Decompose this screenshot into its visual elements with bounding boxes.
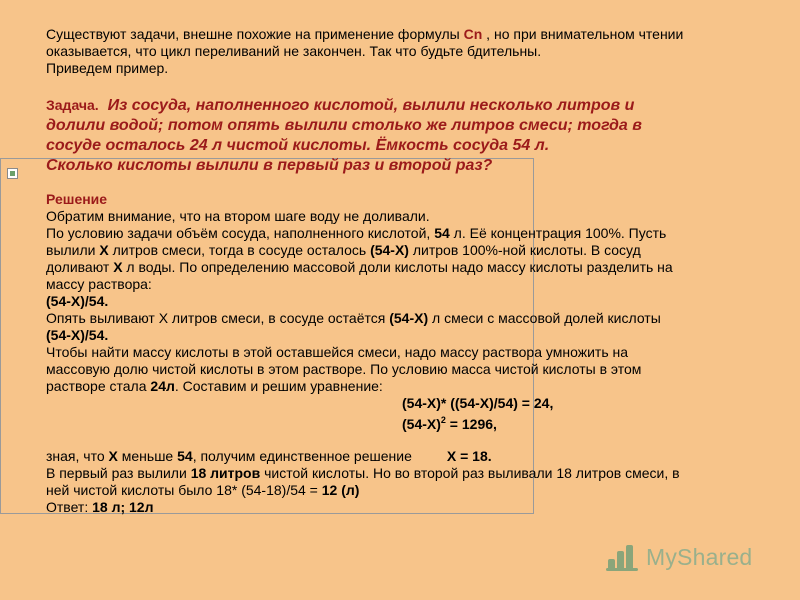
text: , получим единственное решение [192,448,447,464]
equation-rest: = 1296, [445,416,497,432]
answer-value: 18 л; 12л [92,499,154,515]
myshared-logo [606,540,766,574]
value-54: 54 [177,448,193,464]
text: зная, что [46,448,109,464]
text: вылили [46,242,100,258]
formula-cn: Cn [463,26,483,42]
embedded-object-icon [7,168,18,179]
answer-line [46,499,766,516]
logo-text: MyShared [646,543,753,570]
expression: (54-Х) [389,310,429,326]
text: массу раствора: [46,276,152,292]
slide-content [46,26,766,516]
solution-paragraph-6 [46,465,766,499]
equation-2 [402,412,766,433]
solution-x: Х = 18. [446,448,492,464]
text: Опять выливают Х литров смеси, в сосуде остаётся [46,310,390,326]
solution-paragraph-5 [46,448,766,465]
value-18l: 18 литров [190,465,261,481]
task-label: Задача. [46,97,99,113]
text: растворе стала [46,378,151,394]
variable-x: Х [113,259,123,275]
text: литров 100%-ной кислоты. В сосуд [408,242,641,258]
text: . Составим и решим уравнение: [174,378,383,394]
text: чистой кислоты. Но во второй раз выливали 18 литров смеси, в [260,465,680,481]
task-statement [46,95,766,176]
solution-heading: Решение [46,191,108,207]
solution-paragraph-3 [46,310,766,327]
intro-line-2: оказывается, что цикл переливаний не закончен. Так что будьте бдительны. [46,43,542,59]
equation-exponent: 2 [440,415,446,425]
equation-base: (54-Х) [402,416,441,432]
text: меньше [117,448,178,464]
solution-paragraph-2 [46,225,766,293]
fraction-1: (54-Х)/54. [46,293,109,309]
intro-line-3: Приведем пример. [46,60,169,76]
fraction-2: (54-Х)/54. [46,327,109,343]
text: В первый раз вылили [46,465,191,481]
text: л воды. По определению массовой доли кислоты надо массу кислоты разделить на [122,259,673,275]
text: По условию задачи объём сосуда, наполненного кислотой, [46,225,435,241]
answer-label: Ответ: [46,499,93,515]
expression: (54-Х) [370,242,409,258]
variable-x: Х [99,242,109,258]
value-12l: 12 (л) [321,482,360,498]
task-line-4: Сколько кислоты вылили в первый раз и второй раз? [46,157,493,174]
value-54: 54 [434,225,450,241]
task-line-1: Из сосуда, наполненного кислотой, вылили несколько литров и [107,97,635,114]
logo-bars-icon [606,543,642,571]
text: массовую долю чистой кислоты в этом растворе. По условию масса чистой кислоты в этом [46,361,642,377]
text: доливают [46,259,114,275]
task-line-2: долили водой; потом опять вылили столько же литров смеси; тогда в [46,117,642,134]
intro-line-1 [46,26,766,43]
solution-line-1: Обратим внимание, что на втором шаге воду не доливали. [46,208,430,224]
variable-x: Х [108,448,118,464]
intro-text: Существуют задачи, внешне похожие на применение формулы [46,26,464,42]
solution-paragraph-4 [46,344,766,395]
task-line-3: сосуде осталось 24 л чистой кислоты. Ёмкость сосуда 54 л. [46,137,550,154]
equation-1: (54-Х)* ((54-Х)/54) = 24, [402,395,554,411]
text: л смеси с массовой долей кислоты [428,310,661,326]
value-24l: 24л [150,378,175,394]
intro-text-after: , но при внимательном чтении [482,26,684,42]
text: ней чистой кислоты было 18* (54-18)/54 = [46,482,322,498]
text: Чтобы найти массу кислоты в этой оставшейся смеси, надо массу раствора умножить на [46,344,629,360]
text: л. Её концентрация 100%. Пусть [449,225,667,241]
text: литров смеси, тогда в сосуде осталось [108,242,371,258]
